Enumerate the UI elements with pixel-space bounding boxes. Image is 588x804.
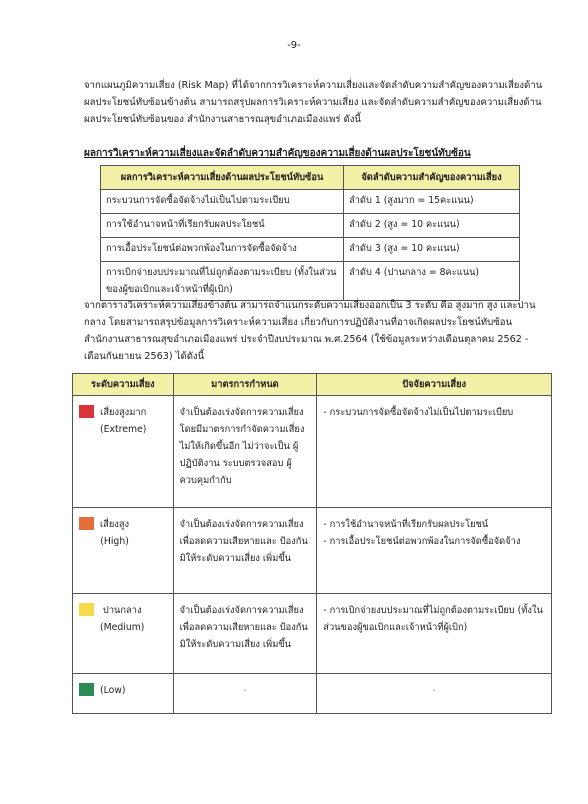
factor-item: - การเบิกจ่ายงบประมาณที่ไม่ถูกต้องตามระเบียบ (ทั้งในส่วนของผู้ขอเบิกและเจ้าหน้าที่ผู้เบิก) — [323, 605, 543, 633]
factor-item: - — [432, 685, 436, 696]
level-en: (Low) — [100, 685, 126, 696]
factor-item: - การเอื้อประโยชน์ต่อพวกพ้องในการจัดซื้อจัดจ้าง — [323, 536, 521, 547]
factor-cell — [317, 594, 552, 674]
table-row — [101, 214, 520, 238]
table-row — [101, 262, 520, 301]
table1-header-analysis: ผลการวิเคราะห์ความเสี่ยงด้านผลประโยชน์ทับซ้อน — [101, 166, 344, 190]
factor-item: - กระบวนการจัดซื้อจัดจ้างไม่เป็นไปตามระเบียบ — [323, 407, 514, 418]
level-en: (High) — [100, 536, 129, 547]
table1-cell: การใช้อำนาจหน้าที่เรียกรับผลประโยชน์ — [101, 214, 344, 238]
table-row — [101, 238, 520, 262]
factor-cell — [317, 508, 552, 594]
high-swatch-icon — [79, 517, 94, 530]
table1-cell: การเบิกจ่ายงบประมาณที่ไม่ถูกต้องตามระเบียบ (ทั้งในส่วนของผู้ขอเบิกและเจ้าหน้าที่ผู้เบิก) — [101, 262, 344, 301]
table1-header-priority: จัดลำดับความสำคัญของความเสี่ยง — [344, 166, 520, 190]
table-row — [73, 396, 552, 508]
factor-item: - การใช้อำนาจหน้าที่เรียกรับผลประโยชน์ — [323, 519, 489, 530]
risk-level-cell — [73, 674, 174, 714]
extreme-swatch-icon — [79, 405, 94, 418]
level-en: (Extreme) — [100, 424, 147, 435]
summary-paragraph: จากตารางวิเคราะห์ความเสี่ยงข้างต้น สามารถจำแนกระดับความเสี่ยงออกเป็น 3 ระดับ คือ สูงมาก สูง และปานกลาง โดยสามารถสรุปข้อมูลการวิเคราะห์ความเสี่ยง เกี่ยวกับการปฏิบัติงานที่อาจเกิดผลประโยชน์ทับซ้อน สำนักงานสาธารณสุขอำเภอเมืองแพร่ ประจำปีงบประมาณ พ.ศ.2564 (ใช้ข้อมูลระหว่างเดือนตุลาคม 2562 - เดือนกันยายน 2563) ได้ดังนี้ — [84, 300, 536, 362]
table1-cell: ลำดับ 4 (ปานกลาง = 8คะแนน) — [344, 262, 520, 301]
measure-cell: จำเป็นต้องเร่งจัดการความเสี่ยง เพื่อลดความเสียหายและ ป้องกันมิให้ระดับความเสี่ยง เพิ่มขึ้น — [173, 594, 317, 674]
table-row — [73, 594, 552, 674]
risk-ranking-table — [100, 165, 520, 301]
low-swatch-icon — [79, 683, 94, 696]
risk-level-cell — [73, 396, 174, 508]
section-heading: ผลการวิเคราะห์ความเสี่ยงและจัดลำดับความสำคัญของความเสี่ยงด้านผลประโยชน์ทับซ้อน — [84, 148, 471, 159]
medium-swatch-icon — [79, 603, 94, 616]
intro-paragraph: จากแผนภูมิความเสี่ยง (Risk Map) ที่ได้จากการวิเคราะห์ความเสี่ยงและจัดลำดับความสำคัญของความเสี่ยงด้านผลประโยชน์ทับซ้อนข้างต้น สามารถสรุปผลการวิเคราะห์ความเสี่ยง และจัดลำดับความสำคัญของความเสี่ยงด้านผลประโยชน์ทับซ้อนของ สำนักงานสาธารณสุขอำเภอเมืองแพร่ ดังนี้ — [84, 80, 543, 125]
table2-header-factor: ปัจจัยความเสี่ยง — [317, 374, 552, 396]
table1-cell: ลำดับ 1 (สูงมาก = 15คะแนน) — [344, 190, 520, 214]
factor-cell — [317, 674, 552, 714]
table2-header-measure: มาตรการกำหนด — [173, 374, 317, 396]
factor-cell — [317, 396, 552, 508]
level-th: ปานกลาง — [102, 605, 142, 616]
measure-cell: จำเป็นต้องเร่งจัดการความเสี่ยง เพื่อลดความเสียหายและ ป้องกันมิให้ระดับความเสี่ยง เพิ่มขึ้น — [173, 508, 317, 594]
risk-level-cell — [73, 508, 174, 594]
level-th: เสี่ยงสูง — [100, 519, 130, 530]
measure-cell: - — [173, 674, 317, 714]
table1-cell: กระบวนการจัดซื้อจัดจ้างไม่เป็นไปตามระเบียบ — [101, 190, 344, 214]
table1-cell: ลำดับ 2 (สูง = 10 คะแนน) — [344, 214, 520, 238]
table1-cell: การเอื้อประโยชน์ต่อพวกพ้องในการจัดซื้อจัดจ้าง — [101, 238, 344, 262]
page-number: -9- — [287, 40, 301, 51]
table-row — [73, 508, 552, 594]
table-row — [101, 190, 520, 214]
table2-header-level: ระดับความเสี่ยง — [73, 374, 174, 396]
level-th: เสี่ยงสูงมาก — [100, 407, 147, 418]
measure-cell: จำเป็นต้องเร่งจัดการความเสี่ยง โดยมีมาตรการกำจัดความเสี่ยง ไม่ให้เกิดขึ้นอีก ไม่ว่าจะเป็น ผู้ปฏิบัติงาน ระบบตรวจสอบ ผู้ควบคุมกำกับ — [173, 396, 317, 508]
level-en: (Medium) — [100, 622, 145, 633]
risk-level-table — [72, 373, 552, 714]
table1-cell: ลำดับ 3 (สูง = 10 คะแนน) — [344, 238, 520, 262]
risk-level-cell — [73, 594, 174, 674]
table-row — [73, 674, 552, 714]
